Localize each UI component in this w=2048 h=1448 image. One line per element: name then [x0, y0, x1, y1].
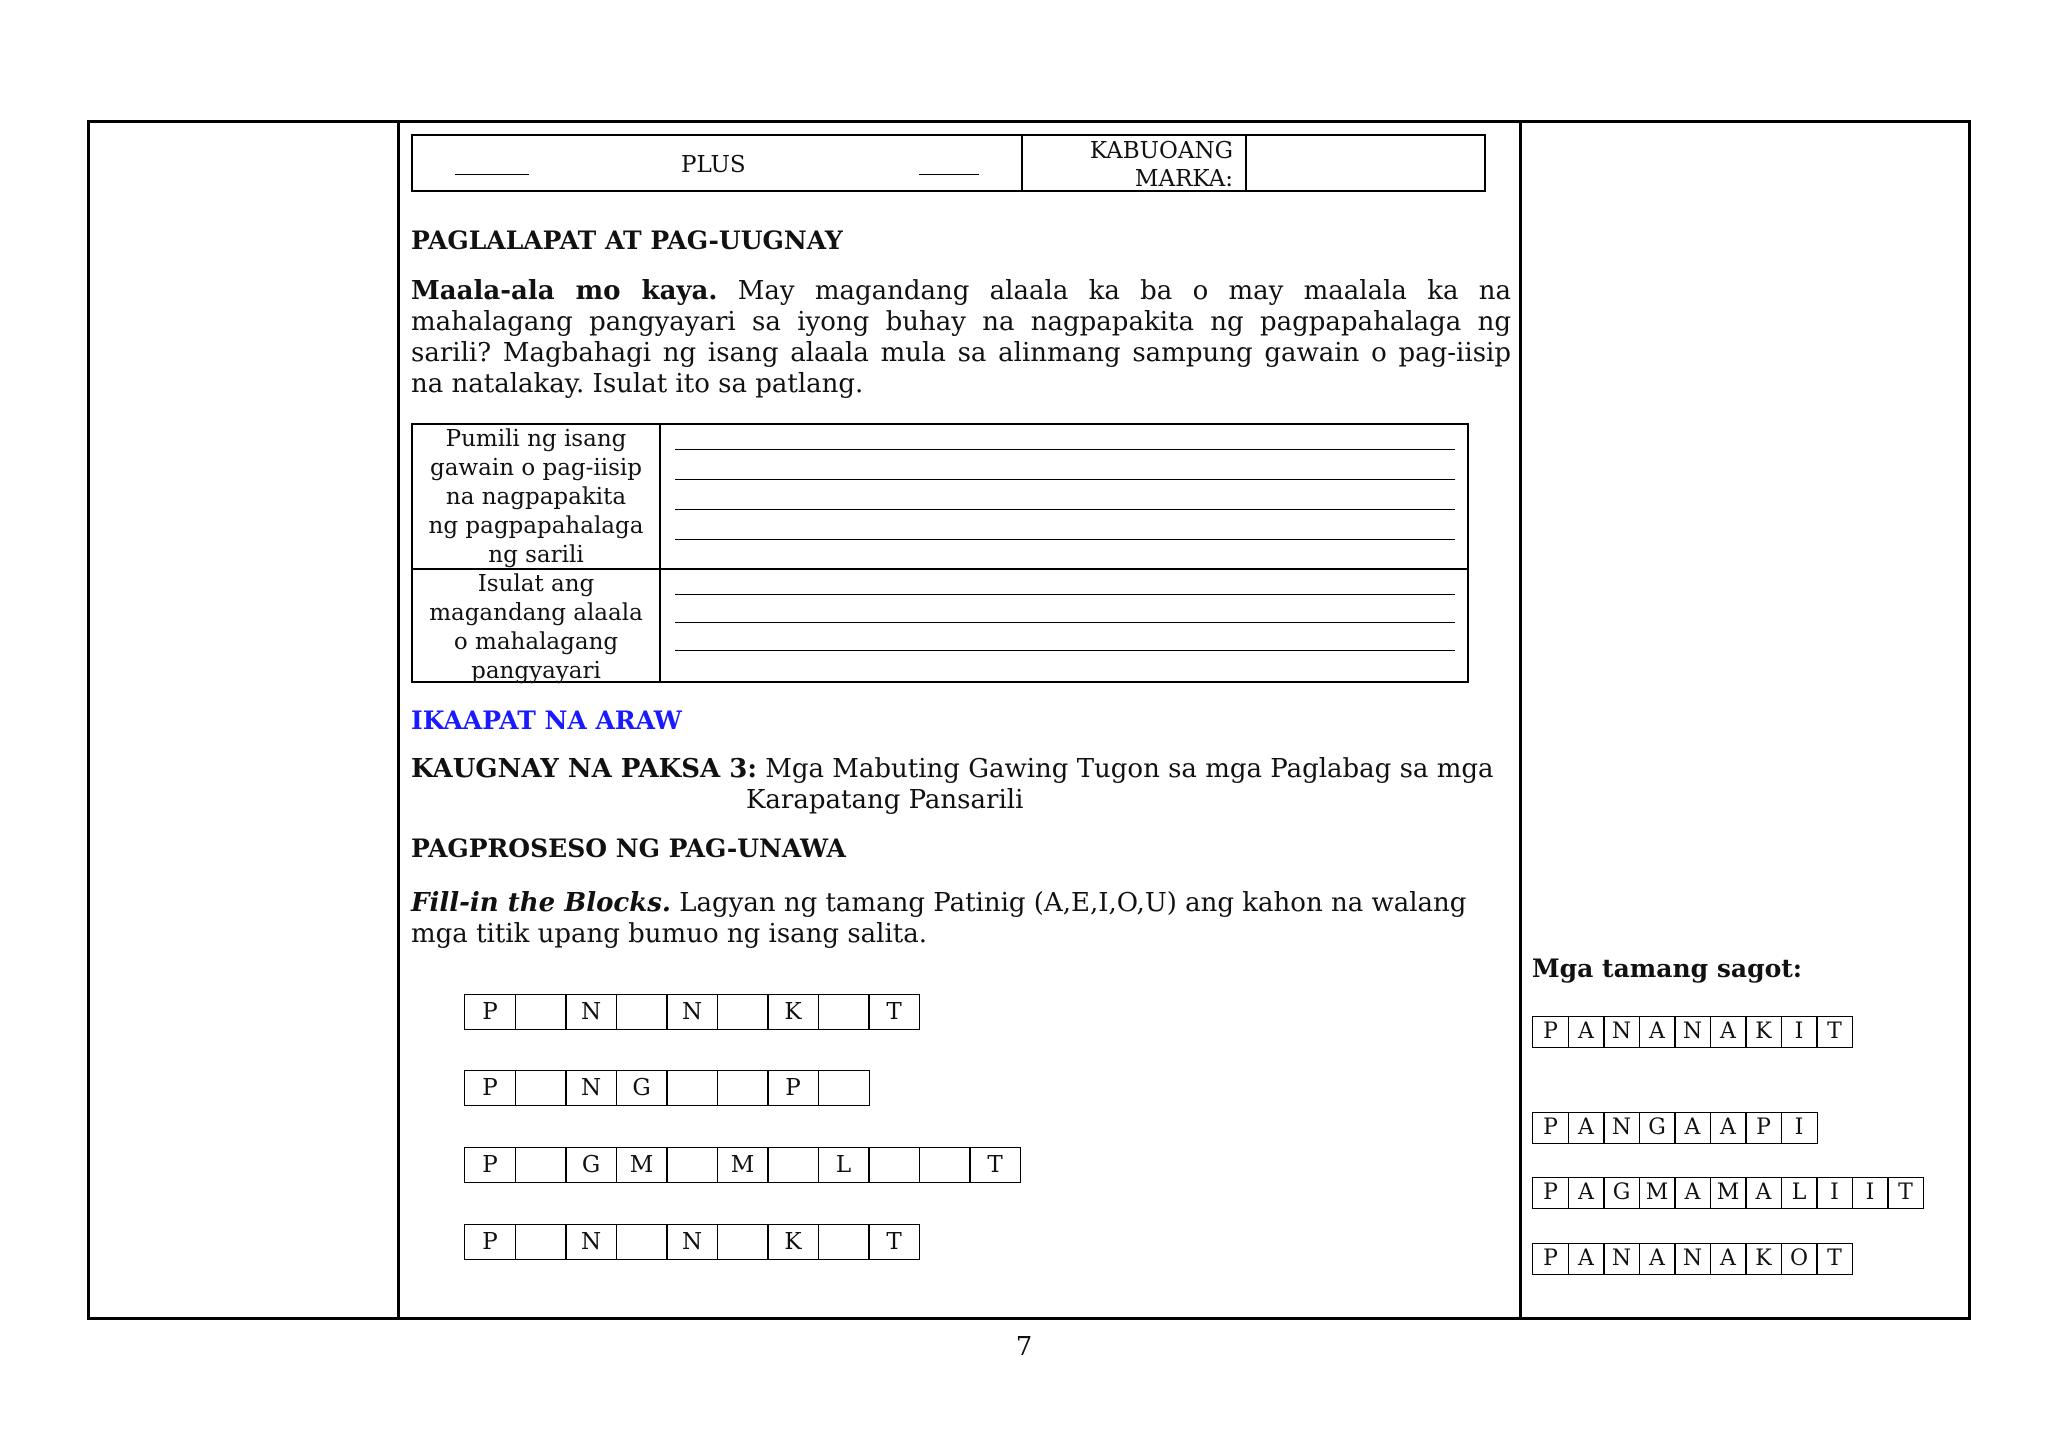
letter-box: M	[616, 1147, 668, 1183]
blank-letter-box[interactable]	[515, 1224, 567, 1260]
answer-word-row	[1532, 1112, 1818, 1144]
writing-line	[675, 594, 1455, 595]
letter-box: N	[565, 1070, 617, 1106]
score-table	[411, 134, 1486, 192]
letter-box: A	[1674, 1112, 1711, 1144]
writing-line	[675, 650, 1455, 651]
letter-box: K	[1745, 1243, 1782, 1275]
answer-word-row	[1532, 1177, 1924, 1209]
blank-letter-box[interactable]	[818, 1070, 870, 1106]
letter-box: T	[868, 1224, 920, 1260]
blank-letter-box[interactable]	[616, 994, 668, 1030]
word-block-row	[464, 1224, 920, 1260]
blank-letter-box[interactable]	[717, 994, 769, 1030]
plus-cell	[413, 136, 1023, 190]
letter-box: P	[464, 1070, 516, 1106]
letter-box: T	[969, 1147, 1021, 1183]
letter-box: N	[1603, 1016, 1640, 1048]
memory-answer-table	[411, 423, 1469, 683]
letter-box: L	[1781, 1177, 1818, 1209]
letter-box: M	[1639, 1177, 1676, 1209]
letter-box: G	[616, 1070, 668, 1106]
blank-letter-box[interactable]	[818, 994, 870, 1030]
writing-line	[675, 539, 1455, 540]
letter-box: K	[1745, 1016, 1782, 1048]
word-block-row	[464, 1070, 870, 1106]
total-label: KABUOANG MARKA:	[1089, 138, 1233, 192]
blank-letter-box[interactable]	[919, 1147, 971, 1183]
letter-box: A	[1639, 1016, 1676, 1048]
total-value-cell[interactable]	[1247, 136, 1484, 190]
letter-box: N	[565, 994, 617, 1030]
letter-box: P	[1532, 1177, 1569, 1209]
letter-box: T	[868, 994, 920, 1030]
letter-box: T	[1816, 1243, 1853, 1275]
letter-box: N	[1603, 1112, 1640, 1144]
letter-box: A	[1710, 1243, 1747, 1275]
letter-box: N	[1674, 1016, 1711, 1048]
letter-box: T	[1887, 1177, 1924, 1209]
letter-box: A	[1568, 1243, 1605, 1275]
letter-box: G	[1639, 1112, 1676, 1144]
answer-row	[413, 425, 1467, 570]
blank-line[interactable]	[455, 174, 529, 175]
letter-box: G	[1603, 1177, 1640, 1209]
answer-word-row	[1532, 1243, 1853, 1275]
blank-letter-box[interactable]	[515, 1070, 567, 1106]
letter-box: P	[464, 1224, 516, 1260]
application-heading: PAGLALAPAT AT PAG-UUGNAY	[411, 226, 843, 255]
word-block-row	[464, 1147, 1021, 1183]
column-divider-right	[1519, 120, 1522, 1320]
letter-box: L	[818, 1147, 870, 1183]
writing-line	[675, 479, 1455, 480]
letter-box: N	[666, 994, 718, 1030]
answer-writing-area[interactable]	[675, 570, 1455, 681]
word-block-row	[464, 994, 920, 1030]
blank-letter-box[interactable]	[717, 1070, 769, 1106]
letter-box: I	[1781, 1016, 1818, 1048]
answer-row-label: Isulat ang magandang alaala o mahalagang pangyayari	[413, 570, 661, 681]
letter-box: I	[1852, 1177, 1889, 1209]
blank-line[interactable]	[919, 174, 979, 175]
letter-box: A	[1710, 1112, 1747, 1144]
blank-letter-box[interactable]	[515, 1147, 567, 1183]
letter-box: N	[666, 1224, 718, 1260]
answer-key-heading: Mga tamang sagot:	[1532, 954, 1803, 983]
blank-letter-box[interactable]	[818, 1224, 870, 1260]
letter-box: M	[1710, 1177, 1747, 1209]
blank-letter-box[interactable]	[616, 1224, 668, 1260]
answer-row	[413, 570, 1467, 684]
processing-heading: PAGPROSESO NG PAG-UNAWA	[411, 834, 846, 863]
blank-letter-box[interactable]	[717, 1224, 769, 1260]
letter-box: P	[1532, 1243, 1569, 1275]
letter-box: A	[1568, 1112, 1605, 1144]
answer-row-label: Pumili ng isang gawain o pag-iisip na nagpapakita ng pagpapahalaga ng sarili	[413, 425, 661, 568]
page-number: 7	[1015, 1332, 1033, 1362]
processing-instructions: Fill-in the Blocks. Lagyan ng tamang Patinig (A,E,I,O,U) ang kahon na walang mga titik upang bumuo ng isang salita.	[411, 888, 1467, 949]
letter-box: G	[565, 1147, 617, 1183]
plus-label: PLUS	[681, 152, 746, 178]
letter-box: M	[717, 1147, 769, 1183]
letter-box: N	[1603, 1243, 1640, 1275]
application-instructions: Maala-ala mo kaya. May magandang alaala ka ba o may maalala ka na mahalagang pangyayari sa iyong buhay na nagpapakita ng pagpapahalaga ng sarili? Magbahagi ng isang alaala mula sa alinmang sampung gawain o pag-iisip na natalakay. Isulat ito sa patlang.	[411, 276, 1512, 399]
letter-box: A	[1568, 1016, 1605, 1048]
related-topic: KAUGNAY NA PAKSA 3: Mga Mabuting Gawing Tugon sa mga Paglabag sa mga Karapatang Pansarili	[411, 754, 1494, 815]
blank-letter-box[interactable]	[666, 1147, 718, 1183]
letter-box: P	[1745, 1112, 1782, 1144]
blank-letter-box[interactable]	[666, 1070, 718, 1106]
letter-box: N	[565, 1224, 617, 1260]
letter-box: P	[1532, 1016, 1569, 1048]
letter-box: K	[767, 994, 819, 1030]
blank-letter-box[interactable]	[868, 1147, 920, 1183]
letter-box: K	[767, 1224, 819, 1260]
blank-letter-box[interactable]	[767, 1147, 819, 1183]
column-divider-left	[397, 120, 400, 1320]
day-title: IKAAPAT NA ARAW	[411, 706, 682, 735]
letter-box: T	[1816, 1016, 1853, 1048]
letter-box: P	[767, 1070, 819, 1106]
letter-box: P	[464, 994, 516, 1030]
letter-box: A	[1710, 1016, 1747, 1048]
writing-line	[675, 622, 1455, 623]
answer-word-row	[1532, 1016, 1853, 1048]
blank-letter-box[interactable]	[515, 994, 567, 1030]
letter-box: A	[1639, 1243, 1676, 1275]
letter-box: A	[1745, 1177, 1782, 1209]
letter-box: O	[1781, 1243, 1818, 1275]
letter-box: I	[1816, 1177, 1853, 1209]
answer-writing-area[interactable]	[675, 425, 1455, 568]
letter-box: P	[1532, 1112, 1569, 1144]
letter-box: P	[464, 1147, 516, 1183]
letter-box: A	[1568, 1177, 1605, 1209]
letter-box: A	[1674, 1177, 1711, 1209]
total-label-cell	[1023, 136, 1247, 190]
letter-box: I	[1781, 1112, 1818, 1144]
writing-line	[675, 509, 1455, 510]
writing-line	[675, 449, 1455, 450]
letter-box: N	[1674, 1243, 1711, 1275]
